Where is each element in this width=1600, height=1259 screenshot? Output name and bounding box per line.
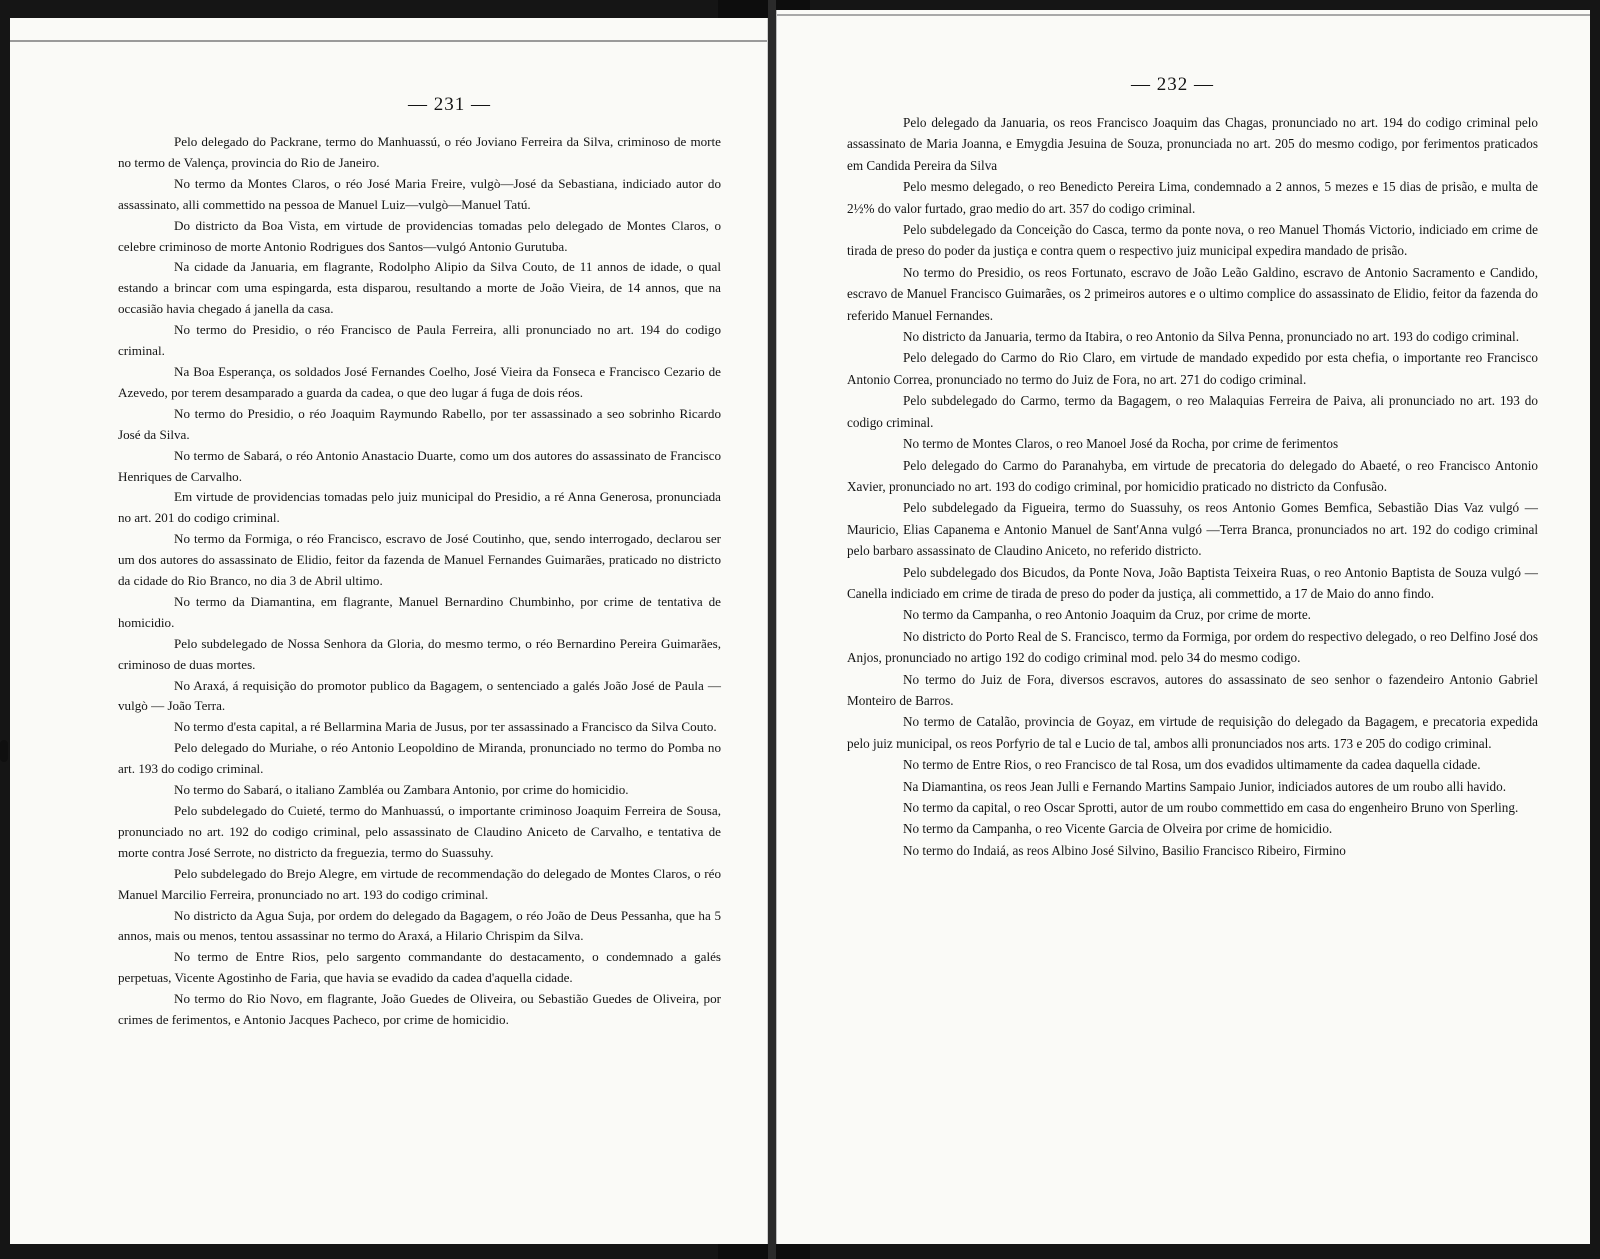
paragraph: Na Diamantina, os reos Jean Julli e Fernando Martins Sampaio Junior, indiciados autores de um roubo alli havido. <box>903 778 1507 794</box>
paragraph: No districto do Porto Real de S. Francisco, termo da Formiga, por ordem do respectivo delegado, o reo Delfino José dos Anjos, pronunciado no artigo 192 do codigo criminal mod. pelo 34 do mesmo codigo. <box>847 628 1538 666</box>
paragraph: No termo de Sabará, o réo Antonio Anastacio Duarte, como um dos autores do assassinato de Francisco Henriques de Carvalho. <box>118 447 721 484</box>
paragraph: Pelo subdelegado da Figueira, termo do Suassuhy, os reos Antonio Gomes Bemfica, Sebastião Dias Vaz vulgó —Mauricio, Elias Capanema e Antonio Manuel de Sant'Anna vulgó —Terra Branca, pronunciados no art. 192 do codigo criminal pelo barbaro assassinato de Claudino Aniceto, no referido districto. <box>847 500 1538 559</box>
paragraph: No termo do Indaiá, as reos Albino José Silvino, Basilio Francisco Ribeiro, Firmino <box>903 842 1346 858</box>
page-body <box>118 132 721 1031</box>
paragraph: No termo da Montes Claros, o réo José Maria Freire, vulgò—José da Sebastiana, indiciado autor do assassinato, alli commettido na pessoa de Manuel Luiz—vulgò—Manuel Tatú. <box>118 175 721 212</box>
paragraph: No termo da Campanha, o reo Antonio Joaquim da Cruz, por crime de morte. <box>903 607 1311 623</box>
page-body <box>847 112 1538 861</box>
paragraph: Pelo subdelegado do Brejo Alegre, em virtude de recommendação do delegado de Montes Claros, o réo Manuel Marcilio Ferreira, pronunciado no art. 193 do codigo criminal. <box>118 865 721 902</box>
paragraph: No termo do Juiz de Fora, diversos escravos, autores do assassinato de seo senhor o fazendeiro Antonio Gabriel Monteiro de Barros. <box>847 671 1538 708</box>
paragraph: Pelo subdelegado da Conceição do Casca, termo da ponte nova, o reo Manuel Thomás Victorio, indiciado em crime de tirada de preso do poder da justiça e contra quem o respectivo juiz municipal expedira mandado de prisão. <box>847 222 1538 259</box>
paragraph: Pelo mesmo delegado, o reo Benedicto Pereira Lima, condemnado a 2 annos, 5 mezes e 15 dias de prisão, e multa de 2½% do valor furtado, grao medio do art. 357 do codigo criminal. <box>847 179 1538 216</box>
paragraph: No termo de Montes Claros, o reo Manoel José da Rocha, por crime de ferimentos <box>903 436 1339 452</box>
paragraph: Pelo delegado da Januaria, os reos Francisco Joaquim das Chagas, pronunciado no art. 194 do codigo criminal pelo assassinato de Maria Joanna, e Emygdia Jesuina de Souza, pronunciada no art. 205 do mesmo codigo, por ferimentos praticados em Candida Pereira da Silva <box>847 115 1538 173</box>
paragraph: No termo do Sabará, o italiano Zambléa ou Zambara Antonio, por crime do homicidio. <box>174 782 629 798</box>
paragraph: No termo de Entre Rios, o reo Francisco de tal Rosa, um dos evadidos ultimamente da cadea daquella cidade. <box>903 757 1481 773</box>
paragraph: Do districto da Boa Vista, em virtude de providencias tomadas pelo delegado de Montes Claros, o celebre criminoso de morte Antonio Rodrigues dos Santos—vulgó Antonio Gurutuba. <box>118 217 721 254</box>
paragraph: No termo de Entre Rios, pelo sargento commandante do destacamento, o condemnado a galés perpetuas, Vicente Agostinho de Faria, que havia se evadido da cadea d'aquella cidade. <box>118 949 721 986</box>
paragraph: No termo do Rio Novo, em flagrante, João Guedes de Oliveira, ou Sebastião Guedes de Oliveira, por crimes de ferimentos, e Antonio Jacques Pacheco, por crime de homicidio. <box>118 991 721 1028</box>
paragraph: No termo do Presidio, o réo Joaquim Raymundo Rabello, por ter assassinado a seo sobrinho Ricardo José da Silva. <box>118 405 721 442</box>
paragraph: No termo da Diamantina, em flagrante, Manuel Bernardino Chumbinho, por crime de tentativa de homicidio. <box>118 593 721 630</box>
paragraph: Pelo subdelegado do Cuieté, termo do Manhuassú, o importante criminoso Joaquim Ferreira de Sousa, pronunciado no art. 192 do codigo criminal, pelo assassinato de Claudino Aniceto de Carvalho, e tentativa de morte contra José Serrote, no districto da freguezia, termo do Suassuhy. <box>118 803 721 860</box>
paragraph: No termo da Campanha, o reo Vicente Garcia de Olveira por crime de homicidio. <box>903 821 1333 837</box>
paragraph: Em virtude de providencias tomadas pelo juiz municipal do Presidio, a ré Anna Generosa, pronunciada no art. 201 do codigo criminal. <box>118 489 721 526</box>
paragraph: Na Boa Esperança, os soldados José Fernandes Coelho, José Vieira da Fonseca e Francisco Cezario de Azevedo, por terem desamparado a guarda da cadea, o que deo lugar á fuga de dois réos. <box>118 363 721 400</box>
binding-mark-left <box>0 740 8 762</box>
page-number: — 232 — <box>1131 74 1214 95</box>
paragraph: No termo da Formiga, o réo Francisco, escravo de José Coutinho, que, sendo interrogado, declarou ser um dos autores do assassinato de Elidio, feitor da fazenda de Manuel Fernandes Guimarães, praticado no districto da cidade do Rio Branco, no dia 3 de Abril ultimo. <box>118 531 721 589</box>
paragraph: No termo de Catalão, provincia de Goyaz, em virtude de requisição do delegado da Bagagem, e precatoria expedida pelo juiz municipal, os reos Porfyrio de tal e Lucio de tal, ambos alli pronunciados nos arts. 173 e 205 do codigo criminal. <box>847 714 1538 751</box>
paragraph: No termo do Presidio, o réo Francisco de Paula Ferreira, alli pronunciado no art. 194 do codigo criminal. <box>118 322 721 359</box>
paragraph: Pelo delegado do Packrane, termo do Manhuassú, o réo Joviano Ferreira da Silva, criminoso de morte no termo de Valença, provincia do Rio de Janeiro. <box>118 134 721 170</box>
paragraph: No Araxá, á requisição do promotor publico da Bagagem, o sentenciado a galés João José de Paula —vulgò — João Terra. <box>118 677 721 714</box>
left-page <box>10 18 768 1244</box>
paragraph: Na cidade da Januaria, em flagrante, Rodolpho Alipio da Silva Couto, de 11 annos de idade, o qual estando a brincar com uma espingarda, esta disparou, resultando a morte de João Vieira, de 14 annos, que na occasião havia chegado á janella da casa. <box>118 259 721 317</box>
paragraph: Pelo delegado do Carmo do Rio Claro, em virtude de mandado expedido por esta chefia, o importante reo Francisco Antonio Correa, pronunciado no termo do Juiz de Fora, no art. 271 do codigo criminal. <box>847 350 1538 387</box>
paragraph: Pelo delegado do Carmo do Paranahyba, em virtude de precatoria do delegado do Abaeté, o reo Francisco Antonio Xavier, pronunciado no art. 193 do codigo criminal, por homicidio praticado no districto da Confusão. <box>847 457 1538 494</box>
paragraph: Pelo subdelegado do Carmo, termo da Bagagem, o reo Malaquias Ferreira de Paiva, ali pronunciado no art. 193 do codigo criminal. <box>847 393 1538 430</box>
book-gutter <box>768 0 776 1259</box>
paragraph: No termo do Presidio, os reos Fortunato, escravo de João Leão Galdino, escravo de Antonio Sacramento e Candido, escravo de Manuel Francisco Guimarães, os 2 primeiros autores e o ultimo complice do assassinato de Elidio, feitor da fazenda do referido Manuel Fernandes. <box>847 264 1538 323</box>
paragraph: Pelo subdelegado dos Bicudos, da Ponte Nova, João Baptista Teixeira Ruas, o reo Antonio Baptista de Souza vulgó — Canella indiciado em crime de tirada de preso do poder da justiça, ali commettido, a 17 de Maio do anno findo. <box>847 564 1538 601</box>
paragraph: No termo da capital, o reo Oscar Sprotti, autor de um roubo commettido em casa do engenheiro Bruno von Sperling. <box>903 800 1519 815</box>
page-number: — 231 — <box>408 94 491 115</box>
paragraph: Pelo delegado do Muriahe, o réo Antonio Leopoldino de Miranda, pronunciado no termo do Pomba no art. 193 do codigo criminal. <box>118 740 721 777</box>
right-page <box>776 10 1590 1244</box>
paragraph: No districto da Agua Suja, por ordem do delegado da Bagagem, o réo João de Deus Pessanha, que ha 5 annos, mais ou menos, tentou assassinar no termo do Araxá, a Hilario Chrispim da Silva. <box>118 907 721 944</box>
paragraph: No districto da Januaria, termo da Itabira, o reo Antonio da Silva Penna, pronunciado no art. 193 do codigo criminal. <box>903 329 1519 345</box>
paragraph: Pelo subdelegado de Nossa Senhora da Gloria, do mesmo termo, o réo Bernardino Pereira Guimarães, criminoso de duas mortes. <box>118 635 721 672</box>
paragraph: No termo d'esta capital, a ré Bellarmina Maria de Jusus, por ter assassinado a Francisco da Silva Couto. <box>174 719 717 735</box>
